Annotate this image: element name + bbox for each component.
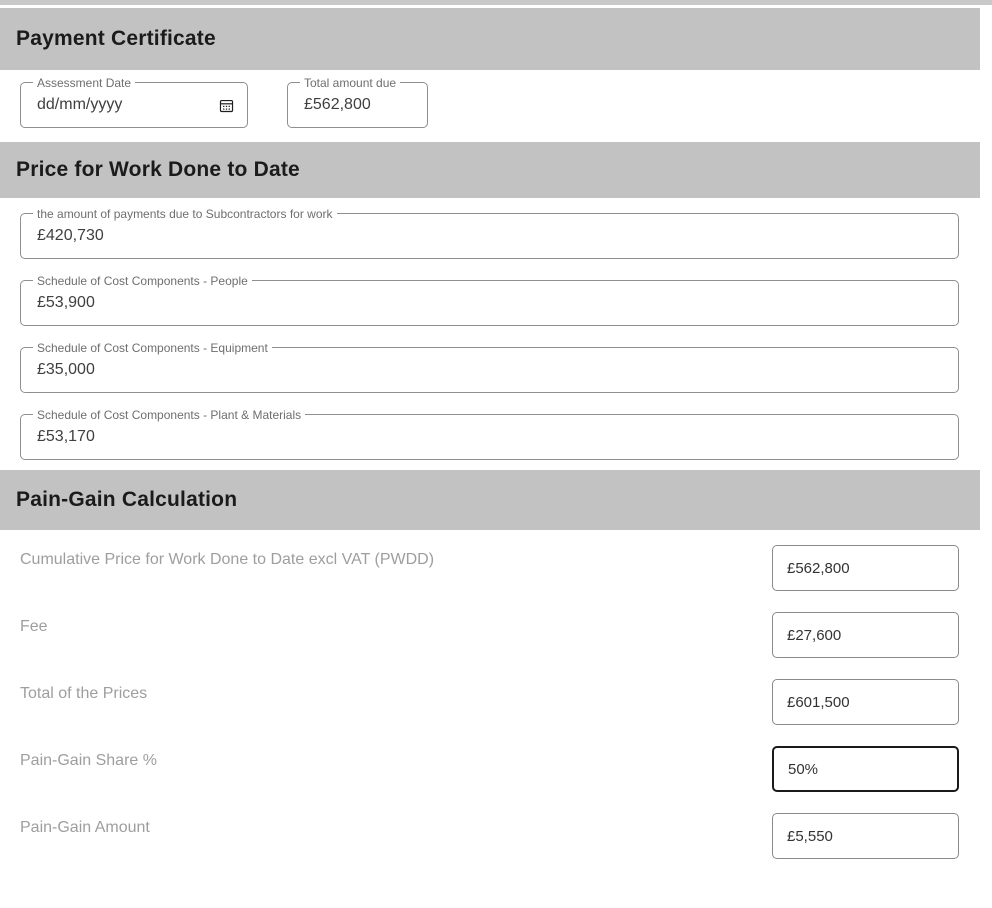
pain-gain-share-label: Pain-Gain Share %	[20, 752, 157, 769]
scc-equipment-label: Schedule of Cost Components - Equipment	[33, 340, 272, 356]
fee-box[interactable]	[772, 612, 959, 658]
total-amount-due-label: Total amount due	[300, 75, 400, 91]
pain-gain-share-box[interactable]	[772, 746, 959, 792]
subcontractors-payments-field[interactable]	[20, 207, 959, 259]
calendar-icon[interactable]	[214, 93, 238, 117]
assessment-date-field[interactable]	[20, 76, 248, 128]
cumulative-pwdd-box[interactable]	[772, 545, 959, 591]
total-prices-box[interactable]	[772, 679, 959, 725]
payment-certificate-fields	[20, 76, 992, 128]
fee-input[interactable]	[773, 613, 958, 657]
payment-certificate-title: Payment Certificate	[16, 27, 216, 50]
total-prices-input[interactable]	[773, 680, 958, 724]
cumulative-pwdd-label: Cumulative Price for Work Done to Date excl VAT (PWDD)	[20, 551, 435, 568]
top-divider-strip	[0, 0, 992, 5]
pain-gain-amount-input[interactable]	[773, 814, 958, 858]
pain-gain-header	[0, 470, 980, 530]
scc-plant-materials-field[interactable]	[20, 408, 959, 460]
scc-people-label: Schedule of Cost Components - People	[33, 273, 252, 289]
pain-gain-share-input[interactable]	[774, 748, 957, 790]
price-for-work-title: Price for Work Done to Date	[16, 158, 300, 181]
scc-people-field[interactable]	[20, 274, 959, 326]
payment-certificate-header	[0, 8, 980, 70]
pain-gain-amount-box[interactable]	[772, 813, 959, 859]
fee-label: Fee	[20, 618, 48, 635]
subcontractors-payments-label: the amount of payments due to Subcontractors for work	[33, 206, 337, 222]
price-for-work-header	[0, 142, 980, 198]
cumulative-pwdd-row	[20, 545, 959, 591]
pain-gain-amount-row	[20, 813, 959, 859]
scc-plant-materials-label: Schedule of Cost Components - Plant & Materials	[33, 407, 305, 423]
pain-gain-share-row	[20, 746, 959, 792]
total-prices-label: Total of the Prices	[20, 685, 148, 702]
pain-gain-amount-label: Pain-Gain Amount	[20, 819, 150, 836]
fee-row	[20, 612, 959, 658]
pain-gain-title: Pain-Gain Calculation	[16, 488, 238, 511]
total-prices-row	[20, 679, 959, 725]
pain-gain-rows	[20, 545, 959, 859]
total-amount-due-field[interactable]	[287, 76, 428, 128]
scc-equipment-field[interactable]	[20, 341, 959, 393]
cumulative-pwdd-input[interactable]	[773, 546, 958, 590]
assessment-date-label: Assessment Date	[33, 75, 135, 91]
price-for-work-fields	[20, 207, 959, 460]
